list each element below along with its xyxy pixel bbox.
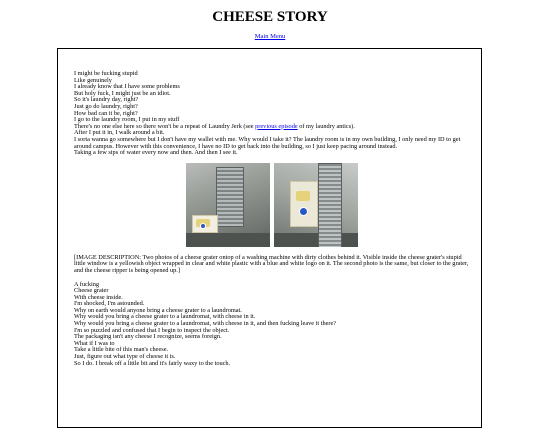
logo-dot — [299, 207, 308, 216]
wallet-paragraph: I sorta wanna go somewhere but I don't have my wallet with me. Why would I take it? The laundry room is in my own building, I only need my ID to get around campus. However with this convenience, I have no ID to get back into the building, so I just keep pacing around instead. — [74, 135, 461, 150]
cheese-grater-shape — [216, 167, 244, 227]
page-title: CHEESE STORY — [212, 9, 328, 25]
story-line: After I put it in, I walk around a bit. — [74, 129, 165, 137]
story-line: What if I was to — [74, 339, 115, 347]
story-line: How bad can it be, right? — [74, 109, 138, 117]
washing-machine-top — [186, 233, 270, 247]
story-line: Cheese grater — [74, 287, 109, 295]
previous-episode-link[interactable]: previous episode — [255, 122, 298, 130]
story-line: Why on earth would anyone bring a cheese grater to a laundromat. — [74, 306, 242, 314]
story-line: So it's laundry day, right? — [74, 96, 139, 104]
story-container — [57, 48, 482, 428]
story-line: Why would you bring a cheese grater to a laundromat, with cheese in it, and then fucking leave it there? — [74, 320, 337, 328]
story-line: Just, figure out what type of cheese it is. — [74, 353, 176, 361]
story-line: But holy fuck, I might just be an idiot. — [74, 89, 171, 97]
story-line: Take a little bite of this man's cheese. — [74, 346, 169, 354]
story-line: I go to the laundry room, I put in my stuff — [74, 116, 180, 124]
image-description: [IMAGE DESCRIPTION: Two photos of a cheese grater ontop of a washing machine with dirty clothes behind it. Visible inside the cheese grater's stupid little window is a yellowish object wrapped in clear and white plastic with a blue and white logo on it. The second photo is the same, but closer to the grater, and the cheese ripper is being opened up.] — [74, 253, 469, 274]
story-text — [74, 71, 469, 367]
story-line: Just go do laundry, right? — [74, 102, 138, 110]
washing-machine-top — [274, 233, 358, 247]
story-line: Why would you bring a cheese grater to a laundromat, with cheese in it. — [74, 313, 256, 321]
story-line: I'm so puzzled and confused that I begin to inspect the object. — [74, 326, 230, 334]
cheese-grater-photo-2 — [274, 163, 358, 247]
story-line: So I do. I break off a little bit and it's fairly waxy to the touch. — [74, 359, 231, 367]
story-line: Like genuinely — [74, 76, 112, 84]
story-line: The packaging isn't any cheese I recognize, seems foreign. — [74, 333, 222, 341]
main-menu-link[interactable]: Main Menu — [254, 33, 286, 40]
story-line: I'm shocked, I'm astounded. — [74, 300, 145, 308]
story-line: I might be fucking stupid — [74, 70, 138, 77]
story-line: I already know that I have some problems — [74, 83, 180, 91]
laundry-jerk-text-before: There's no one else here so there won't be a repeat of Laundry Jerk (see — [74, 122, 256, 130]
cheese-shape — [296, 191, 310, 201]
main-menu-nav — [0, 33, 540, 40]
cheese-grater-shape — [318, 163, 342, 247]
cheese-grater-photo-1 — [186, 163, 270, 247]
story-line: With cheese inside. — [74, 293, 123, 301]
logo-dot — [200, 223, 206, 229]
photo-row — [74, 163, 469, 247]
laundry-jerk-text-after: of my laundry antics). — [297, 122, 355, 130]
story-line: Taking a few sips of water every now and then. And then I see it. — [74, 149, 238, 157]
story-line: A fucking — [74, 280, 100, 288]
grater-window — [290, 181, 318, 227]
